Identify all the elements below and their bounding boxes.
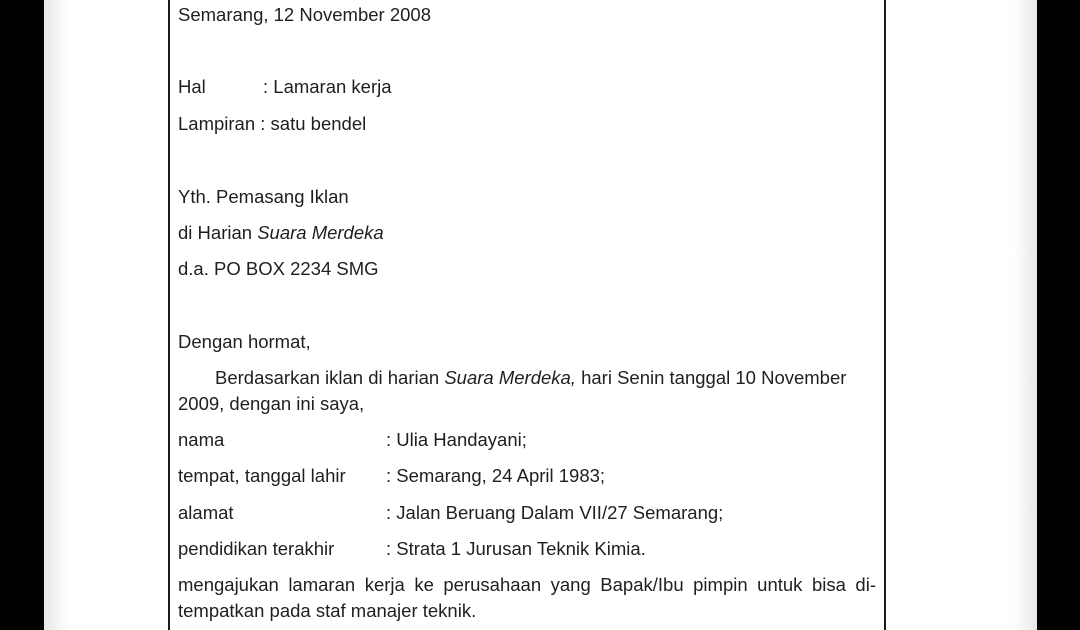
recipient-line-1: Yth. Pemasang Iklan [178,186,349,207]
closing-line-2: tempatkan pada staf manajer teknik. [178,600,477,621]
field-label-address: alamat [178,502,234,523]
field-value-birth: : Semarang, 24 April 1983; [386,465,606,486]
intro-line-2: 2009, dengan ini saya, [178,393,365,414]
field-value-name: : Ulia Handayani; [386,429,527,450]
field-label-birth: tempat, tanggal lahir [178,465,346,486]
right-black-margin [1037,0,1080,630]
attachment-label: Lampiran [178,113,256,134]
left-black-margin [0,0,44,630]
recipient-line-2 [178,221,384,245]
intro-part-2: hari Senin tanggal 10 November [575,367,847,388]
subject-value: : Lamaran kerja [263,76,392,97]
field-value-address: : Jalan Beruang Dalam VII/27 Semarang; [386,502,724,523]
page-shadow-left [44,0,68,630]
recipient-line-2-prefix: di Harian [178,222,258,243]
recipient-line-3: d.a. PO BOX 2234 SMG [178,258,379,279]
intro-newspaper-name: Suara Merdeka, [444,367,576,388]
subject-label: Hal [178,76,206,97]
page-shadow-right [1013,0,1037,630]
intro-part-1: Berdasarkan iklan di harian [215,367,445,388]
closing-line-1: mengajukan lamaran kerja ke perusahaan yang Bapak/Ibu pimpin untuk bisa di- [178,574,876,595]
greeting: Dengan hormat, [178,331,311,352]
field-label-name: nama [178,429,225,450]
field-label-education: pendidikan terakhir [178,538,335,559]
attachment-row [178,112,366,136]
field-value-education: : Strata 1 Jurusan Teknik Kimia. [386,538,646,559]
attachment-value: : satu bendel [260,113,367,134]
intro-line-1 [215,366,846,390]
newspaper-name: Suara Merdeka [257,222,384,243]
letter-date: Semarang, 12 November 2008 [178,4,431,25]
